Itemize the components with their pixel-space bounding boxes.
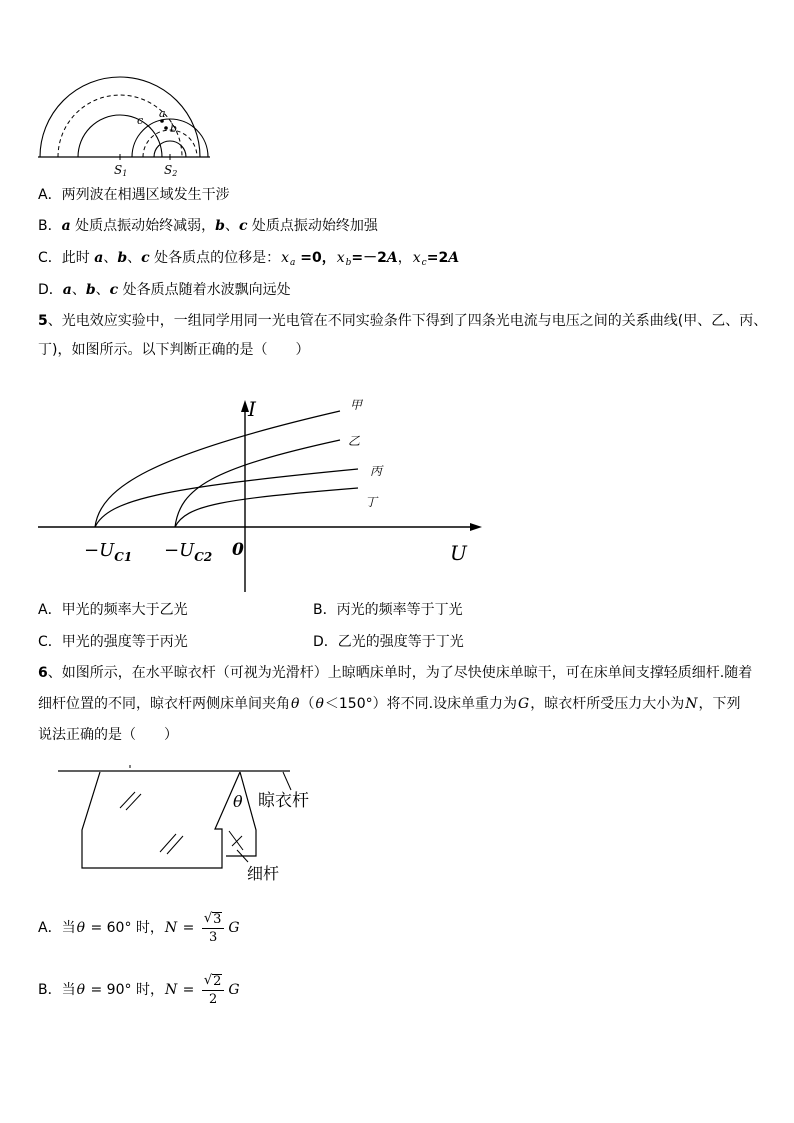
var-a: a — [62, 282, 72, 298]
var-theta: θ — [76, 920, 86, 936]
var-n: N — [685, 696, 698, 712]
question-text: ＜150°）将不同.设床单重力为 — [324, 696, 518, 712]
label-s2-main: S — [164, 163, 173, 177]
option-text: 丙光的频率等于丁光 — [336, 602, 463, 618]
option-text: 乙光的强度等于丁光 — [337, 634, 464, 650]
var-theta: θ — [76, 982, 86, 998]
var-a: a — [61, 218, 71, 234]
var-c: c — [109, 282, 119, 298]
bedsheet-right — [226, 772, 256, 856]
label-a: a — [159, 107, 166, 120]
question-number: 5 — [38, 313, 48, 329]
s1-crest-inner — [78, 115, 162, 157]
angle-value: = 90° — [86, 982, 132, 998]
var-theta: θ — [315, 696, 324, 712]
hatch-mark — [120, 792, 135, 808]
option-text: 、 — [71, 282, 86, 298]
question-text: 说法正确的是（ ） — [38, 727, 178, 743]
q6-stem-line-3 — [38, 726, 178, 744]
wave-interference-figure — [30, 72, 220, 182]
uc2-main: −U — [164, 540, 195, 561]
option-text: ， — [397, 250, 412, 266]
label-s1 — [114, 163, 127, 178]
value-xc: =2 — [426, 250, 449, 266]
question-number: 6 — [38, 665, 48, 681]
hatch-mark — [160, 834, 176, 852]
question-text: 、如图所示，在水平晾衣杆（可视为光滑杆）上晾晒床单时，为了尽快使床单晾干，可在床单间支撑轻质细杆.随着 — [47, 665, 753, 681]
label-s1-main: S — [114, 163, 123, 177]
option-letter: D． — [38, 282, 63, 298]
question-text: 丁)，如图所示。以下判断正确的是（ ） — [38, 342, 310, 358]
value-xb: =－2 — [351, 250, 387, 266]
q5-option-d — [313, 633, 464, 651]
q6-stem-line-2 — [38, 695, 740, 713]
var-a: a — [94, 250, 104, 266]
label-s1-sub: 1 — [122, 169, 128, 178]
question-text: （ — [300, 696, 315, 712]
var-x: x — [281, 250, 289, 266]
label-s2 — [164, 163, 177, 178]
var-amplitude: A — [386, 250, 398, 266]
sqrt-sign: √ — [203, 972, 213, 988]
origin-label: 0 — [232, 540, 244, 560]
radicand: 3 — [213, 911, 222, 927]
option-text: 两列波在相遇区域发生干涉 — [61, 187, 230, 203]
uc1-main: −U — [84, 540, 115, 561]
q4-option-a — [38, 186, 230, 204]
q4-option-b — [38, 217, 378, 235]
equals-sign: = — [178, 920, 199, 936]
option-text: 甲光的频率大于乙光 — [61, 602, 188, 618]
point-b-dot — [164, 126, 168, 130]
q6-option-b — [38, 970, 241, 1010]
subscript-a: a — [290, 258, 296, 268]
option-letter: A． — [38, 602, 62, 618]
var-b: b — [117, 250, 128, 266]
question-text: 细杆位置的不同，晾衣杆两侧床单间夹角 — [38, 696, 290, 712]
uc1-label — [84, 540, 132, 564]
curve-jia — [95, 411, 340, 527]
option-text: 当 — [61, 920, 76, 936]
curve-label-yi: 乙 — [348, 434, 361, 448]
fraction-numerator — [202, 973, 225, 991]
angle-theta-label: θ — [233, 792, 243, 811]
fraction — [202, 911, 225, 946]
curve-yi — [175, 440, 340, 527]
option-letter: A． — [38, 920, 62, 936]
option-letter: B． — [38, 218, 62, 234]
option-letter: B． — [313, 602, 337, 618]
fraction-numerator — [202, 911, 225, 929]
var-g: G — [228, 920, 240, 936]
rod-label: 细杆 — [247, 864, 280, 883]
bedsheet-left — [82, 772, 240, 868]
option-letter: D． — [313, 634, 338, 650]
option-text: 、 — [127, 250, 142, 266]
var-g: G — [518, 696, 530, 712]
q5-stem-line-1 — [38, 312, 767, 330]
q4-option-d — [38, 281, 291, 299]
curve-label-ding: 丁 — [365, 495, 378, 509]
curve-ding — [175, 488, 358, 527]
option-letter: B． — [38, 982, 62, 998]
option-letter: C． — [38, 634, 62, 650]
hatch-mark — [126, 794, 141, 810]
pole-label-leader — [283, 772, 291, 790]
question-text: 、光电效应实验中，一组同学用同一光电管在不同实验条件下得到了四条光电流与电压之间的关系曲线(甲、乙、丙、 — [47, 313, 768, 329]
question-text: ，晾衣杆所受压力大小为 — [530, 696, 685, 712]
option-text: 时， — [131, 982, 164, 998]
support-rod — [229, 831, 243, 850]
subscript-b: b — [345, 258, 352, 268]
pole-label: 晾衣杆 — [258, 791, 309, 811]
var-theta: θ — [291, 696, 300, 712]
q5-option-b — [313, 601, 463, 619]
option-text: 当 — [61, 982, 76, 998]
u-axis-label: U — [450, 541, 467, 565]
label-b: b — [170, 122, 178, 135]
subscript-c: c — [421, 258, 427, 268]
var-c: c — [238, 218, 248, 234]
var-b: b — [215, 218, 225, 234]
var-amplitude: A — [448, 250, 460, 266]
q6-option-a — [38, 908, 241, 948]
option-text: 甲光的强度等于丙光 — [61, 634, 188, 650]
q4-option-c — [38, 249, 459, 267]
option-text: 处质点振动始终加强 — [247, 218, 378, 234]
uc1-sub: C1 — [114, 550, 133, 564]
s1-crest-outer — [40, 77, 200, 157]
var-x: x — [336, 250, 345, 266]
clothesline-figure — [50, 760, 320, 890]
fraction-denominator: 2 — [208, 991, 218, 1007]
option-text: 处质点振动始终减弱， — [70, 218, 216, 234]
option-text: 时， — [131, 920, 164, 936]
option-letter: A． — [38, 187, 62, 203]
q6-stem-line-1 — [38, 664, 752, 682]
var-n: N — [164, 982, 178, 998]
option-text: 此时 — [61, 250, 95, 266]
option-text: 、 — [95, 282, 110, 298]
radicand: 2 — [213, 973, 222, 989]
q5-option-c — [38, 633, 188, 651]
option-text: 处各质点随着水波飘向远处 — [118, 282, 291, 298]
var-n: N — [164, 920, 178, 936]
var-c: c — [141, 250, 150, 266]
option-text: 、 — [224, 218, 239, 234]
label-c: c — [137, 114, 144, 127]
label-s2-sub: 2 — [172, 169, 178, 178]
curve-label-jia: 甲 — [350, 398, 363, 412]
fraction — [202, 973, 225, 1008]
fraction-denominator: 3 — [208, 929, 218, 945]
q5-stem-line-2 — [38, 341, 309, 359]
value-xa: =0， — [295, 250, 336, 266]
option-text: 处各质点的位移是： — [149, 250, 281, 266]
question-text: ，下列 — [698, 696, 741, 712]
uc2-sub: C2 — [194, 550, 213, 564]
hatch-mark — [167, 836, 183, 854]
s1-trough-middle — [58, 95, 182, 157]
var-g: G — [228, 982, 240, 998]
q5-option-a — [38, 601, 188, 619]
sqrt-sign: √ — [203, 910, 213, 926]
option-text: 、 — [103, 250, 118, 266]
photocurrent-voltage-graph — [30, 392, 490, 602]
var-x: x — [412, 250, 421, 266]
var-b: b — [85, 282, 96, 298]
equals-sign: = — [178, 982, 199, 998]
curve-label-bing: 丙 — [370, 464, 383, 478]
i-axis-label: I — [248, 397, 256, 421]
u-axis-arrow — [470, 523, 482, 531]
option-letter: C． — [38, 250, 62, 266]
angle-value: = 60° — [86, 920, 132, 936]
uc2-label — [164, 540, 212, 564]
